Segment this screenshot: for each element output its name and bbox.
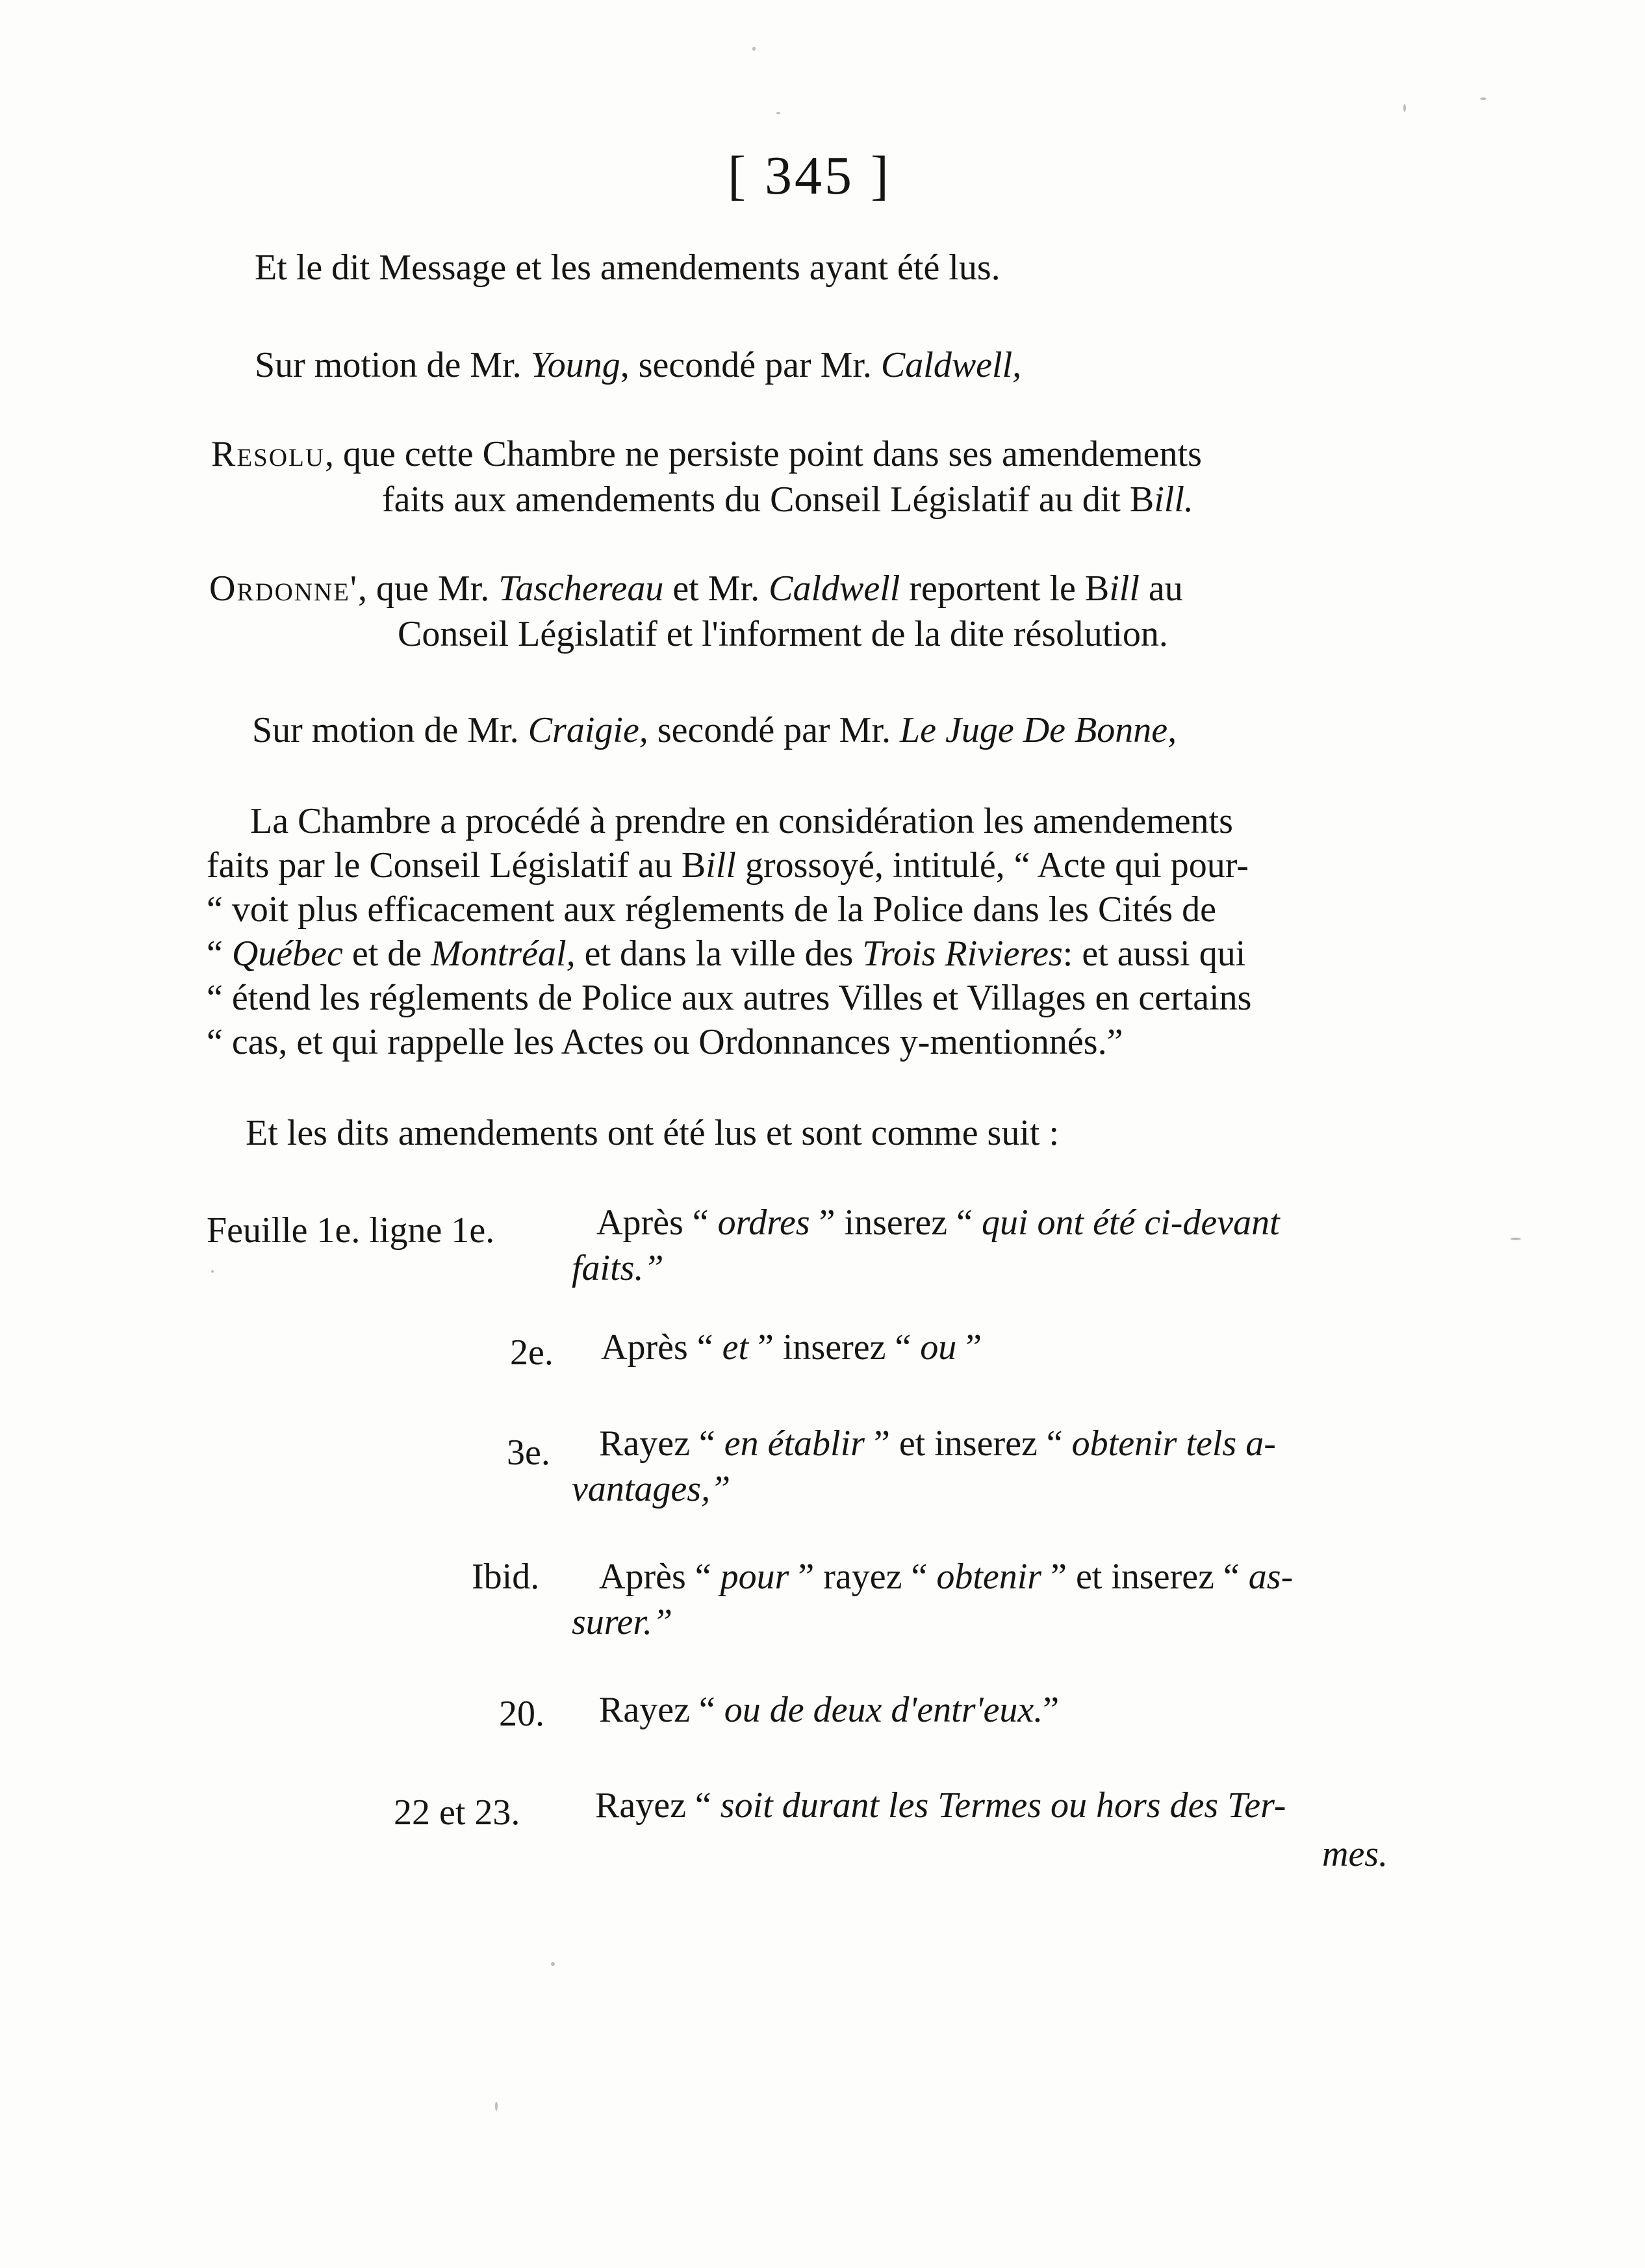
italic-term: surer.” (572, 1602, 673, 1642)
text: ” et inserez “ (864, 1423, 1072, 1464)
paragraph-resolu-line2 (382, 478, 1193, 522)
scan-speck (551, 1962, 555, 1966)
text: reportent le B (900, 568, 1110, 609)
italic-term: obtenir (936, 1557, 1042, 1597)
scan-speck (776, 112, 780, 114)
italic-term: faits.” (572, 1248, 664, 1288)
name-caldwell: Caldwell, (880, 345, 1022, 385)
amendment-text-4-cont (572, 1600, 672, 1644)
scan-speck (1511, 1238, 1521, 1240)
italic-term: ordres (717, 1203, 810, 1243)
page-number: [ 345 ] (728, 146, 891, 206)
text: Après “ (596, 1203, 718, 1243)
scan-speck (1480, 97, 1486, 100)
text: “ cas, et qui rappelle les Actes ou Ordonnances y-mentionnés.” (207, 1022, 1123, 1062)
italic-term: ou de deux d'entr'eux. (724, 1690, 1043, 1730)
italic-term: vantages,” (572, 1469, 731, 1509)
paragraph-resolu (211, 432, 1202, 476)
paragraph-ordonne (209, 567, 1183, 611)
text: “ étend les réglements de Police aux autres Villes et Villages en certains (207, 978, 1252, 1018)
name-craigie: Craigie, (528, 710, 648, 750)
text: Ibid. (472, 1557, 540, 1597)
paragraph-chambre-line6 (207, 1020, 1123, 1064)
place-montreal: Montréal, (431, 934, 576, 974)
text: 2e. (510, 1332, 554, 1373)
amendment-text-1 (596, 1201, 1280, 1245)
scan-speck (752, 47, 756, 51)
text: Feuille 1e. ligne 1e. (207, 1210, 495, 1251)
italic-term: soit durant les Termes ou hors des Ter- (720, 1785, 1286, 1826)
amendment-text-2 (601, 1325, 982, 1370)
text: ” et inserez “ (1041, 1557, 1249, 1597)
paragraph-motion-craigie (252, 708, 1177, 752)
amendment-ref-4 (472, 1555, 539, 1599)
italic-term: obtenir tels a- (1071, 1423, 1276, 1464)
text: ” rayez “ (789, 1557, 937, 1597)
ordonne-label: Ordonne' (209, 568, 359, 609)
text: Et les dits amendements ont été lus et sont comme suit : (246, 1113, 1060, 1153)
amendment-ref-6 (394, 1790, 520, 1835)
text: Rayez “ (599, 1690, 724, 1730)
text: ” (1043, 1690, 1060, 1730)
bill-italic: ill (706, 845, 736, 886)
bill-italic: ill (1109, 568, 1140, 609)
text: Et le dit Message et les amendements ayant été lus. (255, 248, 1001, 288)
paragraph-motion-young (255, 343, 1021, 387)
resolu-label: Resolu (211, 434, 325, 474)
italic-term: en établir (724, 1423, 865, 1464)
text: ” inserez “ (810, 1203, 982, 1243)
scan-speck (211, 1270, 214, 1273)
text: , que Mr. (358, 568, 499, 609)
scan-speck (1403, 104, 1406, 112)
text: et de (342, 934, 431, 974)
amendment-ref-3 (507, 1431, 550, 1475)
text: faits aux amendements du Conseil Législatif au dit B (382, 479, 1154, 520)
text: Sur motion de Mr. (252, 710, 528, 750)
name-young: Young (530, 345, 620, 385)
amendment-text-1-cont (572, 1246, 664, 1290)
text: au (1139, 568, 1183, 609)
text: “ voit plus efficacement aux réglements de la Police dans les Cités de (207, 889, 1217, 930)
amendment-ref-1 (207, 1208, 494, 1253)
paragraph-chambre-line2 (207, 843, 1249, 887)
text: Après “ (601, 1327, 722, 1368)
italic-term: mes. (1322, 1834, 1388, 1874)
name-de-bonne: Le Juge De Bonne, (900, 710, 1177, 750)
text: ” inserez “ (748, 1327, 921, 1368)
text: 3e. (507, 1433, 550, 1473)
amendment-text-6-cont (1322, 1832, 1388, 1876)
italic-term: ou (920, 1327, 957, 1368)
text: 22 et 23. (394, 1792, 520, 1833)
paragraph-chambre-line5 (207, 976, 1251, 1020)
text: 20. (499, 1694, 544, 1734)
text: et Mr. (663, 568, 769, 609)
paragraph-chambre-line1 (250, 799, 1233, 843)
paragraph-ordonne-line2 (398, 612, 1168, 656)
name-taschereau: Taschereau (498, 568, 664, 609)
bill-italic: ill. (1154, 479, 1193, 520)
text: Conseil Législatif et l'informent de la dite résolution. (398, 614, 1168, 654)
text: , secondé par Mr. (620, 345, 881, 385)
text: Rayez “ (595, 1785, 720, 1826)
text: La Chambre a procédé à prendre en considération les amendements (250, 801, 1233, 841)
text: Sur motion de Mr. (255, 345, 531, 385)
scan-speck (495, 2102, 498, 2111)
text: faits par le Conseil Législatif au B (207, 845, 706, 886)
text: ” (956, 1327, 982, 1368)
text: grossoyé, intitulé, “ Acte qui pour- (735, 845, 1249, 886)
amendment-text-5 (599, 1688, 1059, 1732)
place-quebec: Québec (231, 934, 343, 974)
amendment-ref-5 (499, 1692, 544, 1736)
amendment-text-4 (599, 1555, 1293, 1599)
amendment-text-3 (599, 1421, 1276, 1466)
paragraph-amendements-lus (246, 1111, 1059, 1155)
italic-term: qui ont été ci-devant (981, 1203, 1280, 1243)
text: Après “ (599, 1557, 720, 1597)
amendment-text-3-cont (572, 1467, 730, 1511)
amendment-ref-2 (510, 1331, 554, 1375)
text: secondé par Mr. (648, 710, 900, 750)
amendment-text-6 (595, 1783, 1286, 1828)
name-caldwell: Caldwell (769, 568, 900, 609)
text: “ (207, 934, 232, 974)
place-trois-rivieres: Trois Rivieres (862, 934, 1063, 974)
paragraph-chambre-line3 (207, 887, 1216, 932)
italic-term: et (722, 1327, 749, 1368)
text: : et aussi qui (1062, 934, 1246, 974)
text: Rayez “ (599, 1423, 724, 1464)
paragraph-message-read (255, 246, 1001, 290)
paragraph-chambre-line4 (207, 932, 1245, 976)
text: et dans la ville des (575, 934, 863, 974)
italic-term: as- (1248, 1557, 1294, 1597)
italic-term: pour (720, 1557, 789, 1597)
text: , que cette Chambre ne persiste point dans ses amendements (325, 434, 1202, 474)
